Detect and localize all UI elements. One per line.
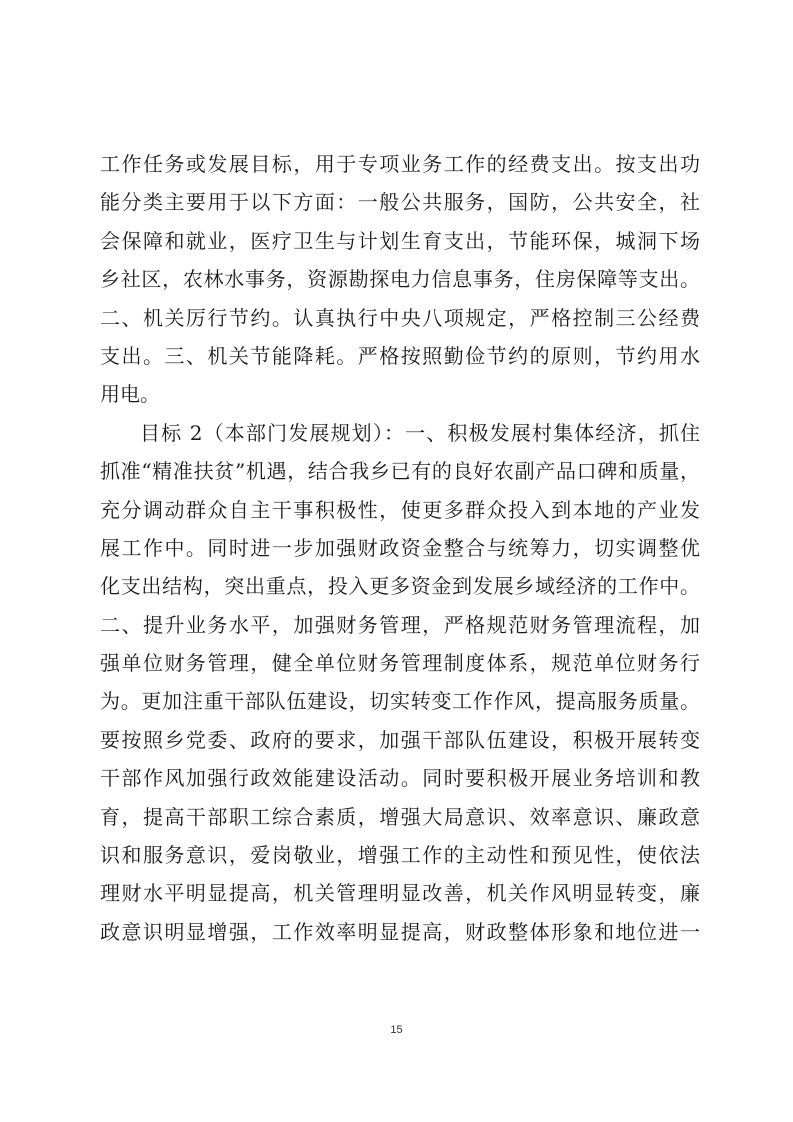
body-text xyxy=(100,145,700,951)
page-number: 15 xyxy=(390,1024,403,1036)
text-line: 二、机关厉行节约。认真执行中央八项规定，严格控制三公经费 xyxy=(100,305,700,330)
text-line: 育，提高干部职工综合素质，增强大局意识、效率意识、廉政意 xyxy=(100,804,700,829)
text-line: 抓准“精准扶贫”机遇，结合我乡已有的良好农副产品口碑和质量， xyxy=(100,459,700,484)
text-line: 乡社区，农林水事务，资源勘探电力信息事务，住房保障等支出。 xyxy=(100,267,700,292)
text-line: 充分调动群众自主干事积极性，使更多群众投入到本地的产业发 xyxy=(100,497,700,522)
text-line: 理财水平明显提高，机关管理明显改善，机关作风明显转变，廉 xyxy=(100,881,700,906)
text-line: 识和服务意识，爱岗敬业，增强工作的主动性和预见性，使依法 xyxy=(100,843,700,868)
text-line: 二、提升业务水平，加强财务管理，严格规范财务管理流程，加 xyxy=(100,612,700,637)
text-line: 为。更加注重干部队伍建设，切实转变工作作风，提高服务质量。 xyxy=(100,689,700,714)
text-line: 干部作风加强行政效能建设活动。同时要积极开展业务培训和教 xyxy=(100,766,700,791)
text-line: 要按照乡党委、政府的要求，加强干部队伍建设，积极开展转变 xyxy=(100,727,700,752)
text-line: 用电。 xyxy=(100,382,160,407)
text-line: 目标 2（本部门发展规划）：一、积极发展村集体经济，抓住 xyxy=(140,420,700,445)
text-line: 强单位财务管理，健全单位财务管理制度体系，规范单位财务行 xyxy=(100,651,700,676)
text-line: 展工作中。同时进一步加强财政资金整合与统筹力，切实调整优 xyxy=(100,535,700,560)
text-line: 政意识明显增强，工作效率明显提高，财政整体形象和地位进一 xyxy=(100,919,700,944)
text-line: 支出。三、机关节能降耗。严格按照勤俭节约的原则，节约用水 xyxy=(100,343,700,368)
text-line: 工作任务或发展目标，用于专项业务工作的经费支出。按支出功 xyxy=(100,152,700,176)
text-line: 能分类主要用于以下方面：一般公共服务，国防，公共安全，社 xyxy=(100,190,700,215)
text-line: 会保障和就业，医疗卫生与计划生育支出，节能环保，城洞下场 xyxy=(100,228,700,253)
text-line: 化支出结构，突出重点，投入更多资金到发展乡域经济的工作中。 xyxy=(100,574,700,599)
